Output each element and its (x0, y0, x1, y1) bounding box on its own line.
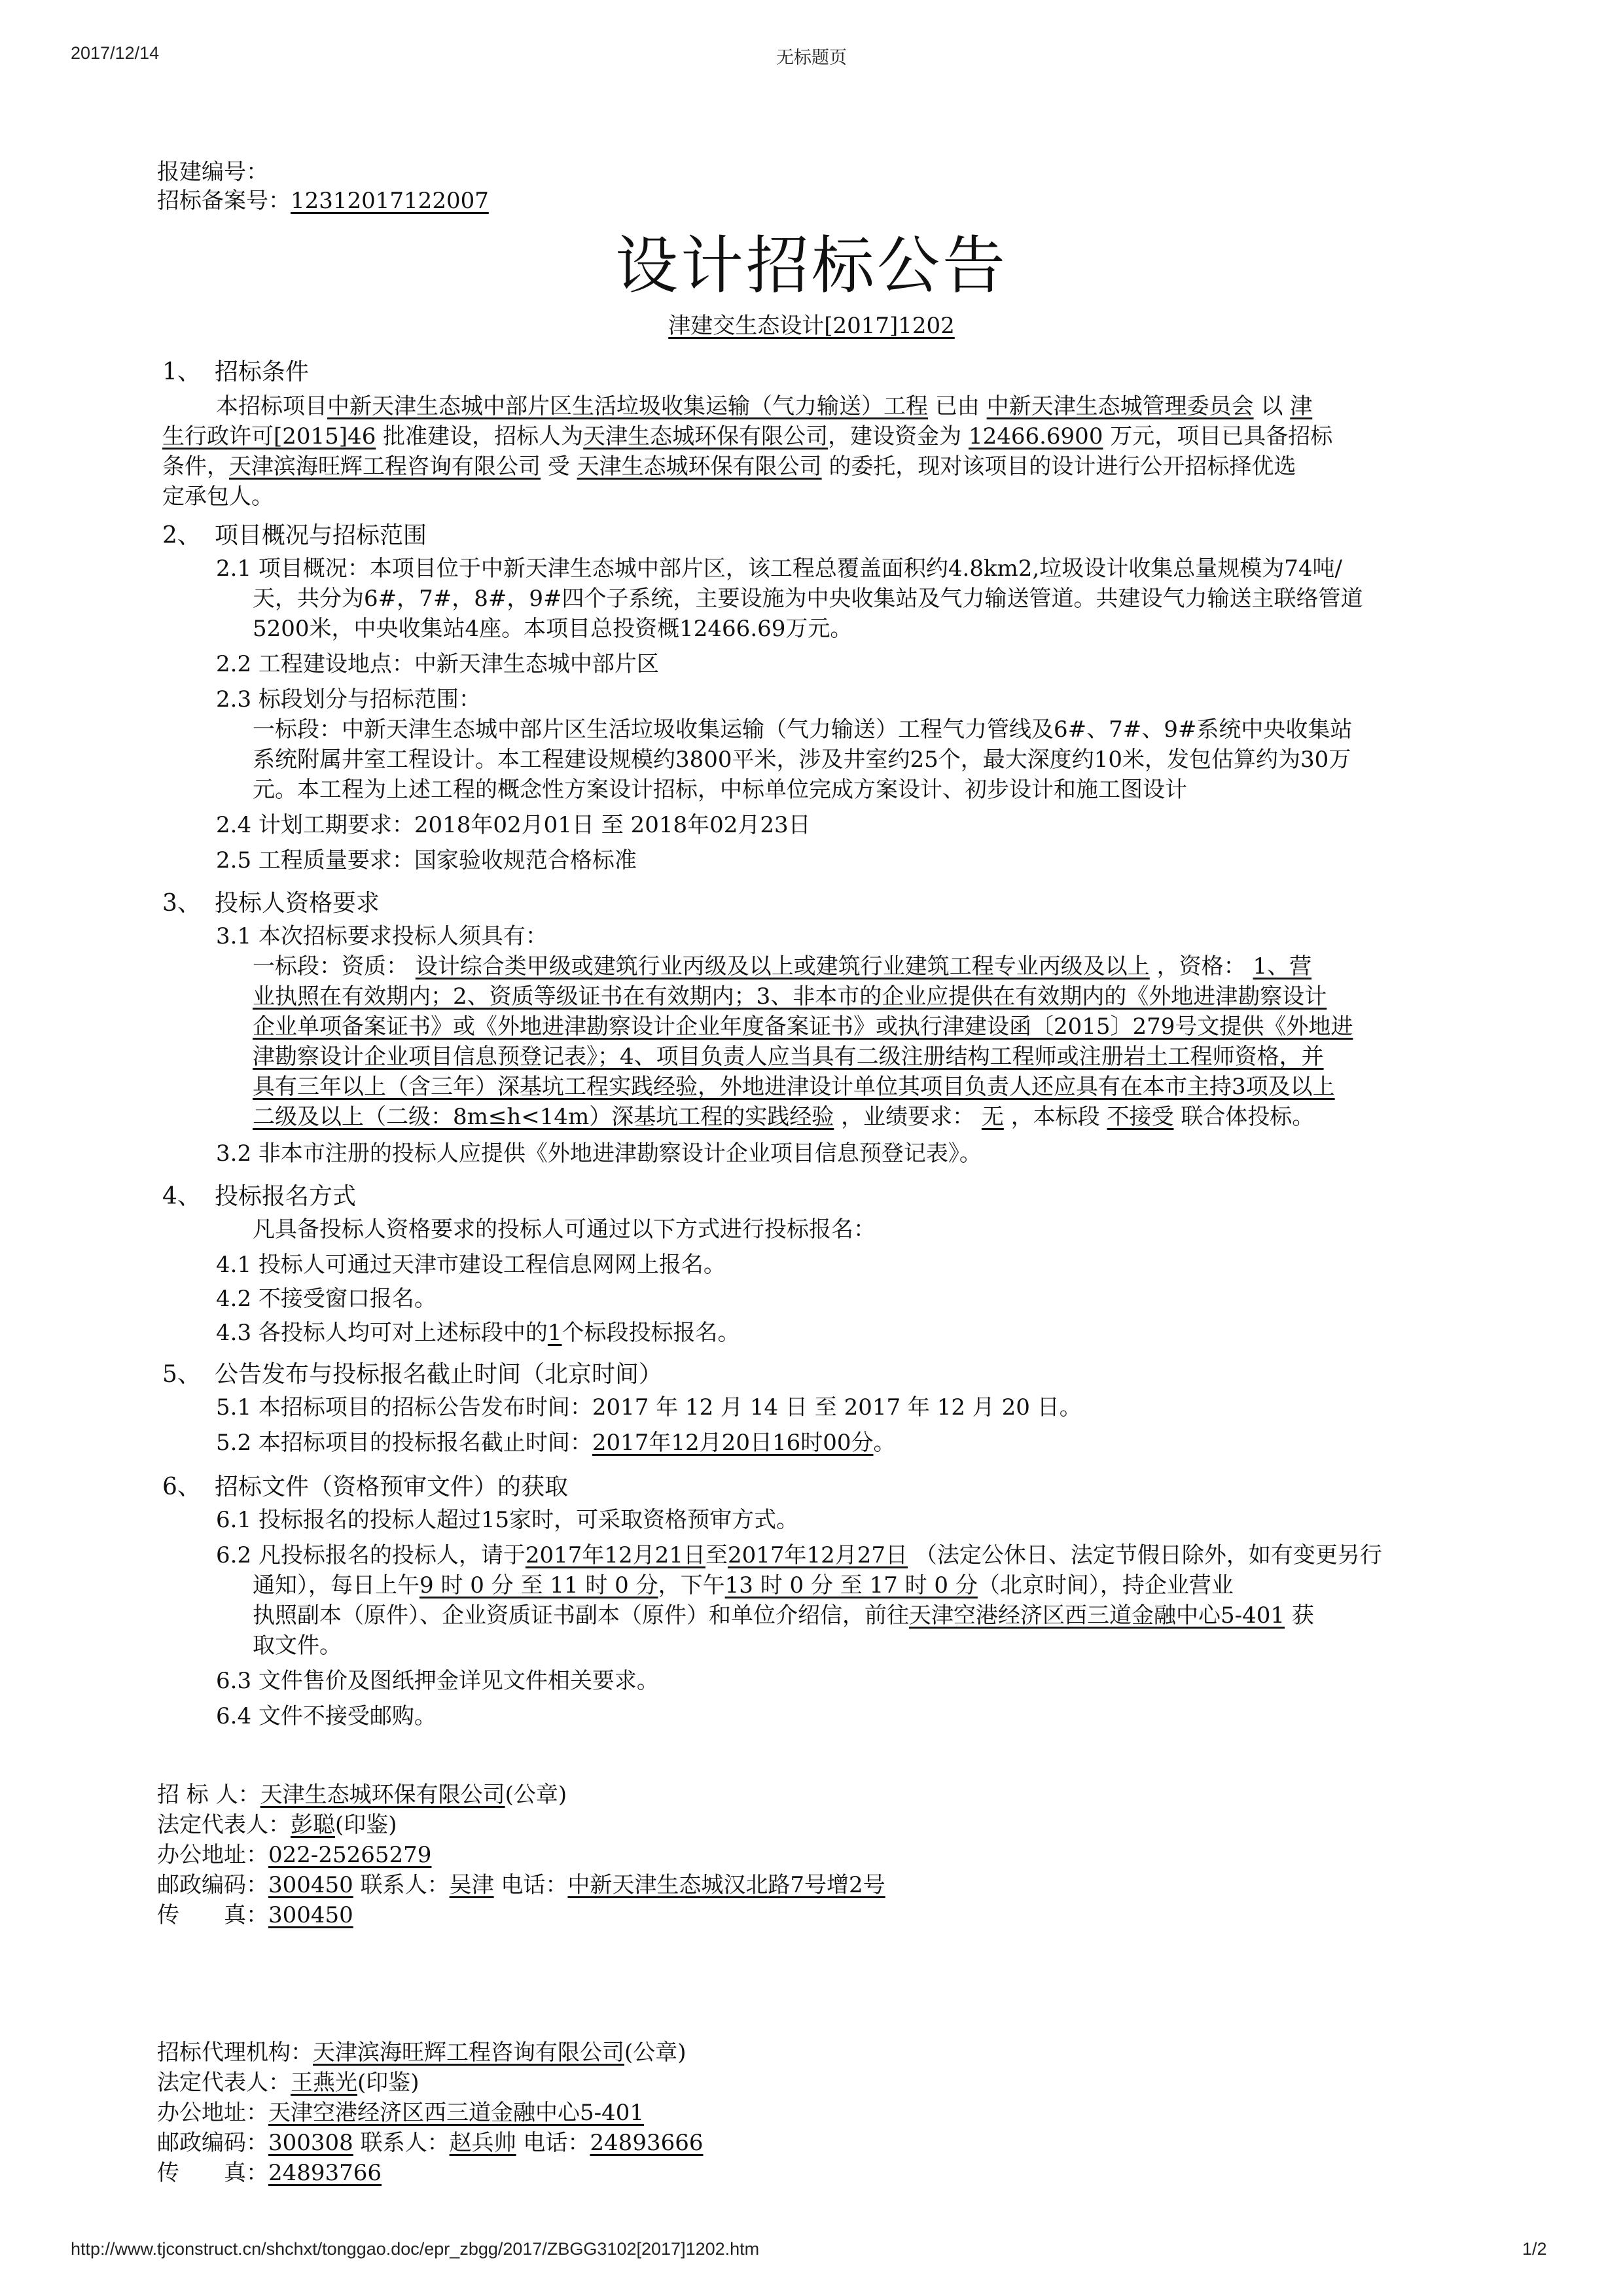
s3-line-5: 具有三年以上（含三年）深基坑工程实践经验，外地进津设计单位其项目负责人还应具有在本市主持3项及以上 (253, 1074, 1335, 1100)
agency-rep: 法定代表人：王燕光(印鉴) (157, 2070, 419, 2096)
page-number: 1/2 (1522, 2239, 1547, 2259)
tenderer-fax: 传 真：300450 (157, 1902, 353, 1928)
s3-line-6: 二级及以上（二级：8m≤h<14m）深基坑工程的实践经验 ，业绩要求： 无 ，本标段 不接受 联合体投标。 (253, 1104, 1315, 1130)
tenderer-contact: 邮政编码：300450 联系人：吴津 电话：中新天津生态城汉北路7号增2号 (157, 1872, 885, 1898)
s4-intro: 凡具备投标人资格要求的投标人可通过以下方式进行投标报名： (253, 1216, 876, 1243)
page-url: http://www.tjconstruct.cn/shchxt/tonggao.doc/epr_zbgg/2017/ZBGG3102[2017]1202.htm (71, 2239, 760, 2259)
agency-name: 招标代理机构：天津滨海旺辉工程咨询有限公司(公章) (157, 2040, 687, 2066)
section-4-heading: 4、 投标报名方式 (162, 1183, 357, 1210)
s3-line-3: 企业单项备案证书》或《外地进津勘察设计企业年度备案证书》或执行津建设函〔2015〕279号文提供《外地进 (253, 1014, 1353, 1040)
s2-item-3-line-1: 2.3 标段划分与招标范围： (216, 686, 481, 713)
section-2-heading: 2、 项目概况与招标范围 (162, 522, 427, 549)
s1-line-3: 条件，天津滨海旺辉工程咨询有限公司 受 天津生态城环保有限公司 的委托，现对该项目的设计进行公开招标择优选 (162, 453, 1296, 480)
agency-address: 办公地址：天津空港经济区西三道金融中心5-401 (157, 2100, 645, 2126)
section-6-heading: 6、 招标文件（资格预审文件）的获取 (162, 1474, 569, 1500)
print-date: 2017/12/14 (71, 43, 160, 63)
s2-item-2: 2.2 工程建设地点：中新天津生态城中部片区 (216, 651, 659, 677)
s3-item-2: 3.2 非本市注册的投标人应提供《外地进津勘察设计企业项目信息预登记表》。 (216, 1140, 982, 1167)
s3-item-1: 3.1 本次招标要求投标人须具有： (216, 923, 548, 949)
s1-line-1: 本招标项目中新天津生态城中部片区生活垃圾收集运输（气力输送）工程 已由 中新天津生态城管理委员会 以 津 (216, 393, 1313, 419)
s4-item-2: 4.2 不接受窗口报名。 (216, 1286, 437, 1312)
section-5-heading: 5、 公告发布与投标报名截止时间（北京时间） (162, 1361, 663, 1388)
s1-line-4: 定承包人。 (162, 484, 274, 510)
s6-item-1: 6.1 投标报名的投标人超过15家时，可采取资格预审方式。 (216, 1507, 799, 1533)
s2-item-1-line-3: 5200米，中央收集站4座。本项目总投资概12466.69万元。 (253, 616, 853, 642)
s2-item-3-line-2: 一标段：中新天津生态城中部片区生活垃圾收集运输（气力输送）工程气力管线及6#、7#、9#系统中央收集站 (253, 716, 1353, 743)
print-page-title: 无标题页 (776, 48, 847, 67)
s5-item-1: 5.1 本招标项目的招标公告发布时间：2017 年 12 月 14 日 至 2017 年 12 月 20 日。 (216, 1394, 1082, 1421)
s2-item-1-line-1: 2.1 项目概况：本项目位于中新天津生态城中部片区，该工程总覆盖面积约4.8km2,垃圾设计收集总量规模为74吨/ (216, 556, 1342, 582)
tenderer-address: 办公地址：022-25265279 (157, 1842, 432, 1868)
s2-item-4: 2.4 计划工期要求：2018年02月01日 至 2018年02月23日 (216, 812, 811, 838)
filing-number: 招标备案号：12312017122007 (157, 188, 489, 214)
s2-item-3-line-3: 系统附属井室工程设计。本工程建设规模约3800平米，涉及井室约25个，最大深度约10米，发包估算约为30万 (253, 747, 1351, 773)
s2-item-1-line-2: 天，共分为6#，7#，8#，9#四个子系统，主要设施为中央收集站及气力输送管道。共建设气力输送主联络管道 (253, 586, 1363, 612)
document-code: 津建交生态设计[2017]1202 (668, 313, 955, 339)
tenderer-name: 招 标 人：天津生态城环保有限公司(公章) (157, 1782, 567, 1808)
s6-item-4: 6.4 文件不接受邮购。 (216, 1703, 437, 1729)
s3-line-1: 一标段：资质： 设计综合类甲级或建筑行业丙级及以上或建筑行业建筑工程专业丙级及以上 ，资格： 1、营 (253, 953, 1312, 980)
section-3-heading: 3、 投标人资格要求 (162, 890, 380, 917)
agency-contact: 邮政编码：300308 联系人：赵兵帅 电话：24893666 (157, 2130, 704, 2156)
page-title: 设计招标公告 (615, 229, 1008, 302)
s2-item-5: 2.5 工程质量要求：国家验收规范合格标准 (216, 847, 637, 874)
s4-item-3: 4.3 各投标人均可对上述标段中的1个标段投标报名。 (216, 1320, 740, 1346)
s6-item-2-line-4: 取文件。 (253, 1633, 342, 1659)
s6-item-2-line-2: 通知），每日上午9 时 0 分 至 11 时 0 分，下午13 时 0 分 至 17 时 0 分（北京时间），持企业营业 (253, 1572, 1234, 1598)
tenderer-rep: 法定代表人：彭聪(印鉴) (157, 1812, 397, 1838)
s2-item-3-line-4: 元。本工程为上述工程的概念性方案设计招标，中标单位完成方案设计、初步设计和施工图设计 (253, 777, 1187, 803)
s6-item-2-line-3: 执照副本（原件）、企业资质证书副本（原件）和单位介绍信，前往天津空港经济区西三道金融中心5-401 获 (253, 1602, 1314, 1629)
s4-item-1: 4.1 投标人可通过天津市建设工程信息网网上报名。 (216, 1252, 726, 1278)
s6-item-3: 6.3 文件售价及图纸押金详见文件相关要求。 (216, 1668, 659, 1694)
s1-line-2: 生行政许可[2015]46 批准建设，招标人为天津生态城环保有限公司，建设资金为 12466.6900 万元，项目已具备招标 (162, 423, 1333, 450)
agency-fax: 传 真：24893766 (157, 2160, 382, 2186)
s6-item-2-line-1: 6.2 凡投标报名的投标人，请于2017年12月21日至2017年12月27日 （法定公休日、法定节假日除外，如有变更另行 (216, 1542, 1382, 1568)
s3-line-4: 津勘察设计企业项目信息预登记表》；4、项目负责人应当具有二级注册结构工程师或注册岩土工程师资格，并 (253, 1044, 1324, 1070)
report-number: 报建编号： (157, 159, 268, 185)
s5-item-2: 5.2 本招标项目的投标报名截止时间：2017年12月20日16时00分。 (216, 1430, 896, 1456)
s3-line-2: 业执照在有效期内；2、资质等级证书在有效期内；3、非本市的企业应提供在有效期内的《外地进津勘察设计 (253, 983, 1327, 1010)
section-1-heading: 1、 招标条件 (162, 359, 310, 385)
